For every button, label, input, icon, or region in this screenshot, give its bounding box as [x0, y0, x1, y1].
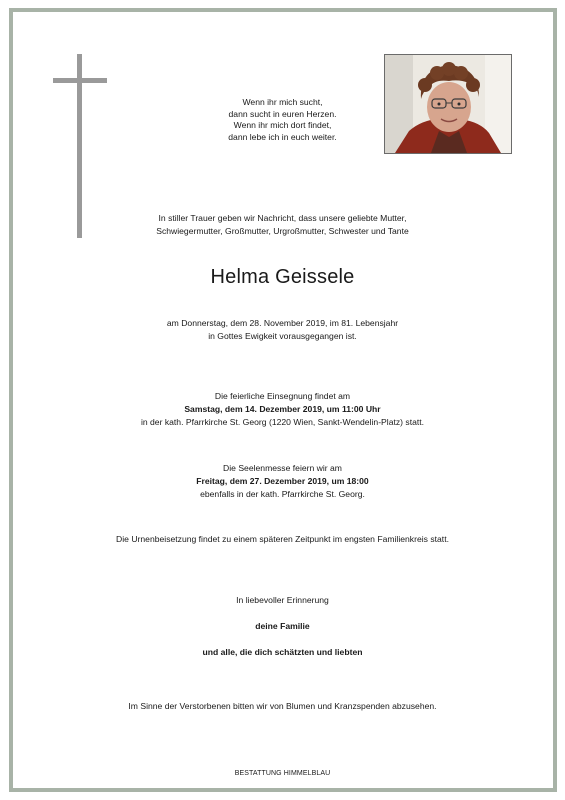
- funeral-location: in der kath. Pfarrkirche St. Georg (1220 Wien, Sankt-Wendelin-Platz) statt.: [140, 417, 425, 427]
- verse-line: Wenn ihr mich dort findet,: [233, 120, 332, 130]
- intro-line: In stiller Trauer geben wir Nachricht, dass unsere geliebte Mutter,: [158, 213, 407, 223]
- memory-text: In liebevoller Erinnerung: [236, 595, 329, 605]
- verse-line: dann sucht in euren Herzen.: [228, 108, 337, 119]
- mass-location: ebenfalls in der kath. Pfarrkirche St. Georg.: [200, 489, 365, 499]
- mourners-signature: und alle, die dich schätzten und liebten: [202, 647, 363, 657]
- mass-line: Die Seelenmesse feiern wir am: [223, 463, 342, 473]
- intro-text: [0, 212, 565, 238]
- undertaker-name: BESTATTUNG HIMMELBLAU: [234, 770, 331, 777]
- urn-burial-text: Die Urnenbeisetzung findet zu einem späteren Zeitpunkt im engsten Familienkreis statt.: [116, 534, 449, 544]
- family-signature: deine Familie: [255, 621, 310, 631]
- intro-line: Schwiegermutter, Großmutter, Urgroßmutter, Schwester und Tante: [156, 226, 409, 236]
- memorial-verse: [0, 97, 565, 143]
- memorial-mass-info: [0, 462, 565, 501]
- verse-line: dann lebe ich in euch weiter.: [228, 131, 337, 142]
- donation-request: Im Sinne der Verstorbenen bitten wir von Blumen und Kranzspenden abzusehen.: [128, 701, 437, 711]
- deceased-name: Helma Geissele: [210, 266, 355, 288]
- funeral-info: [0, 390, 565, 429]
- funeral-date: Samstag, dem 14. Dezember 2019, um 11:00 Uhr: [184, 404, 381, 414]
- death-announcement: [0, 317, 565, 343]
- verse-line: Wenn ihr mich sucht,: [242, 97, 323, 107]
- cross-horizontal-bar: [53, 78, 107, 83]
- mass-date: Freitag, dem 27. Dezember 2019, um 18:00: [196, 476, 369, 486]
- funeral-line: Die feierliche Einsegnung findet am: [214, 391, 351, 401]
- death-line: am Donnerstag, dem 28. November 2019, im 81. Lebensjahr: [166, 318, 399, 328]
- death-line: in Gottes Ewigkeit vorausgegangen ist.: [208, 331, 357, 341]
